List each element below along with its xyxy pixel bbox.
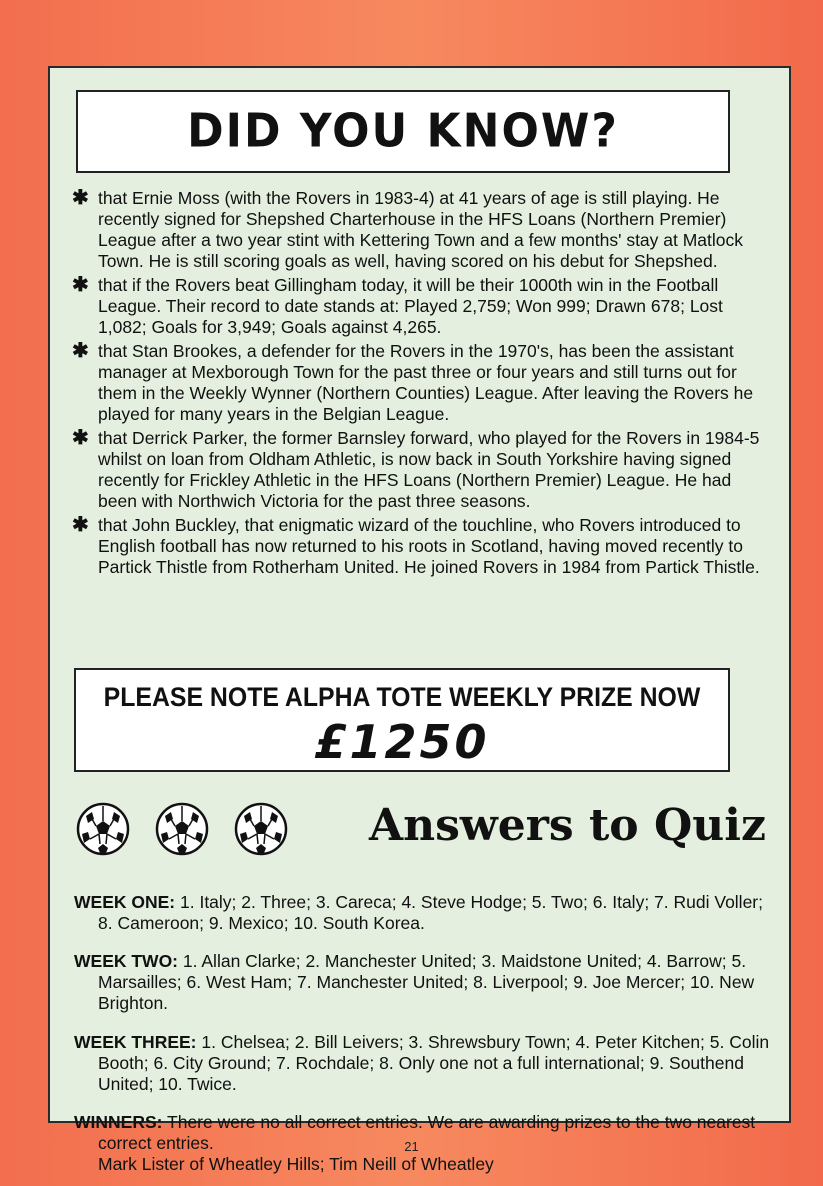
list-item [72, 515, 772, 578]
page-number: 21 [404, 1139, 419, 1154]
title-box [76, 90, 730, 173]
asterisk-icon: ✱ [72, 514, 89, 536]
quiz-title: Answers to Quiz [368, 800, 766, 851]
list-item [72, 341, 772, 425]
answer-label: WEEK TWO: [74, 951, 179, 971]
asterisk-icon: ✱ [72, 187, 89, 209]
fact-text: that Stan Brookes, a defender for the Rovers in the 1970's, has been the assistant manager at Mexborough Town for the past three or four years and still turns out for them in the Weekly Wynner (Northern Counties) League. After leaving the Rovers he played for many years in the Belgian League. [98, 341, 754, 424]
answer-label: WINNERS: [74, 1112, 163, 1132]
week-one-answers [74, 892, 774, 934]
answer-label: WEEK ONE: [74, 891, 176, 912]
answer-label: WEEK THREE: [74, 1031, 197, 1052]
fact-text: that Ernie Moss (with the Rovers in 1983-4) at 41 years of age is still playing. He recently signed for Shepshed Charterhouse in the HFS Loans (Northern Premier) League after a two year stint with Kettering Town and a few months' stay at Matlock Town. He is still scoring goals as well, having scored on his debut for Shepshed. [98, 188, 744, 271]
answer-text: 1. Allan Clarke; 2. Manchester United; 3. Maidstone United; 4. Barrow; 5. Marsailles; 6. West Ham; 7. Manchester United; 8. Liverpool; 9. Joe Mercer; 10. New Brighton. [98, 951, 755, 1013]
quiz-header [76, 800, 766, 860]
facts-list [72, 188, 772, 581]
list-item [72, 188, 772, 272]
list-item [72, 275, 772, 338]
fact-text: that if the Rovers beat Gillingham today, it will be their 1000th win in the Football League. Their record to date stands at: Played 2,759; Won 999; Drawn 678; Lost 1,082; Goals for 3,949; Goals against 4,265. [98, 275, 723, 337]
answers-list [74, 874, 774, 1180]
football-icon [234, 802, 288, 856]
asterisk-icon: ✱ [72, 274, 89, 296]
week-two-answers [74, 951, 774, 1014]
prize-note-text: PLEASE NOTE ALPHA TOTE WEEKLY PRIZE NOW [103, 682, 701, 712]
fact-text: that Derrick Parker, the former Barnsley forward, who played for the Rovers in 1984-5 whilst on loan from Oldham Athletic, is now back in South Yorkshire having signed recently for Frickley Athletic in the HFS Loans (Northern Premier) League. He had been with Northwich Victoria for the past three seasons. [98, 428, 760, 511]
winners-names: Mark Lister of Wheatley Hills; Tim Neill of Wheatley [98, 1154, 494, 1174]
answer-text: 1. Chelsea; 2. Bill Leivers; 3. Shrewsbury Town; 4. Peter Kitchen; 5. Colin Booth; 6. City Ground; 7. Rochdale; 8. Only one not a full international; 9. Southend United; 10. Twice. [98, 1031, 770, 1094]
winners-text: There were no all correct entries. We are awarding prizes to the two nearest correct entries. [98, 1112, 756, 1153]
asterisk-icon: ✱ [72, 340, 89, 362]
football-icon [76, 802, 130, 856]
list-item [72, 428, 772, 512]
asterisk-icon: ✱ [72, 427, 89, 449]
week-three-answers [74, 1032, 774, 1095]
fact-text: that John Buckley, that enigmatic wizard of the touchline, who Rovers introduced to English football has now returned to his roots in Scotland, having moved recently to Partick Thistle from Rotherham United. He joined Rovers in 1984 from Partick Thistle. [98, 515, 760, 577]
prize-note-box [74, 668, 730, 772]
page-title: DID YOU KNOW? [187, 104, 619, 159]
answer-text: 1. Italy; 2. Three; 3. Careca; 4. Steve Hodge; 5. Two; 6. Italy; 7. Rudi Voller; 8. Cameroon; 9. Mexico; 10. South Korea. [98, 891, 763, 933]
football-icon [155, 802, 209, 856]
prize-amount: £1250 [314, 715, 490, 769]
